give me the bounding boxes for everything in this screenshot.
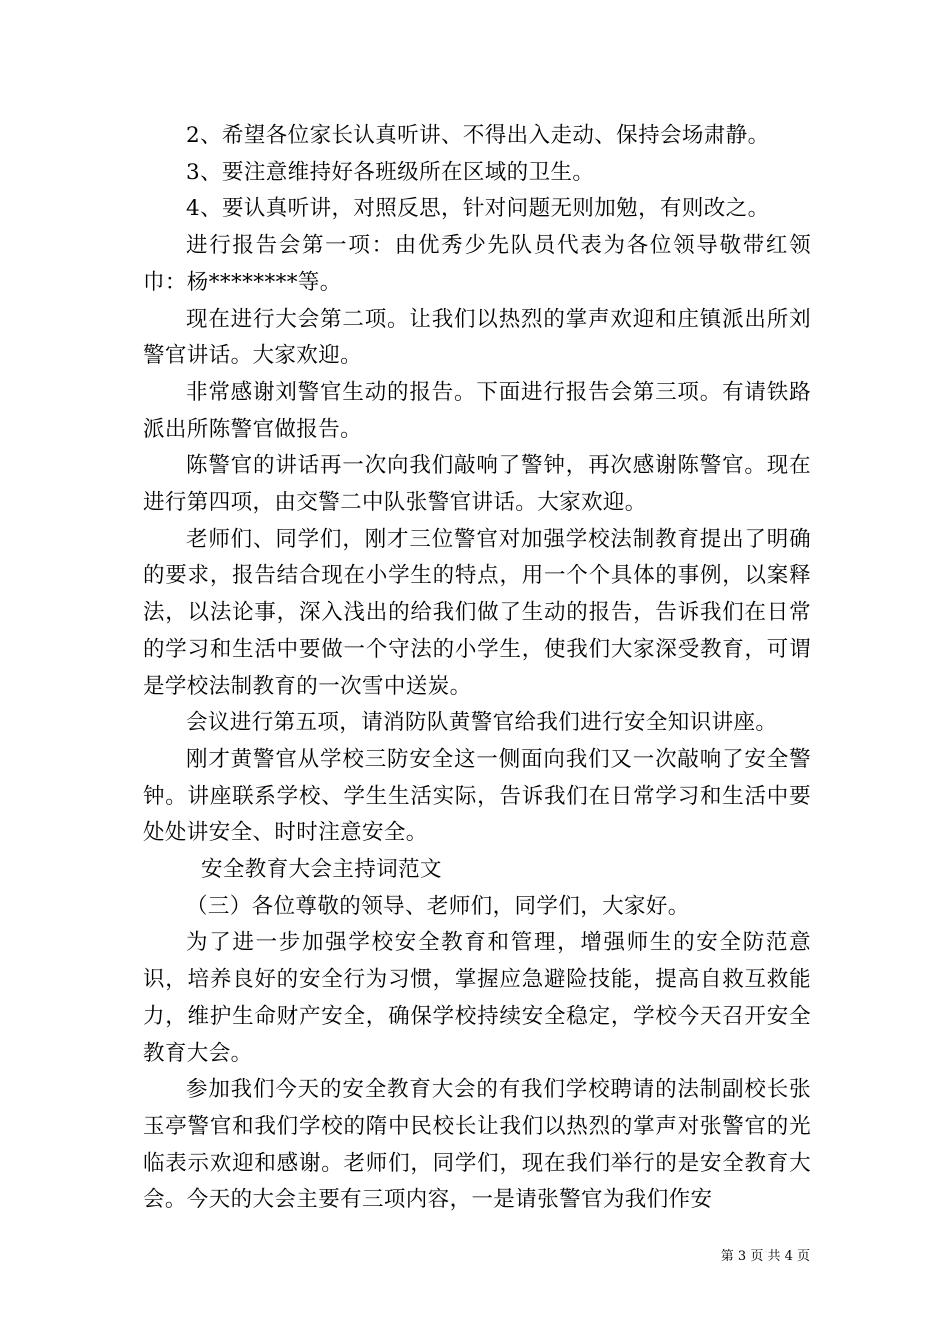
paragraph-second-item: 现在进行大会第二项。让我们以热烈的掌声欢迎和庄镇派出所刘警官讲话。大家欢迎。	[143, 306, 811, 369]
paragraph-item-4: 4、要认真听讲，对照反思，针对问题无则加勉，有则改之。	[186, 196, 770, 222]
paragraph-attendees: 参加我们今天的安全教育大会的有我们学校聘请的法制副校长张玉亭警官和我们学校的隋中民校长让我们以热烈的掌声对张警官的光临表示欢迎和感谢。老师们，同学们，现在我们举行的是安全教育大会。今天的大会主要有三项内容，一是请张警官为我们作安	[143, 1077, 811, 1213]
paragraph-third-item: 非常感谢刘警官生动的报告。下面进行报告会第三项。有请铁路派出所陈警官做报告。	[143, 379, 811, 442]
paragraph-purpose: 为了进一步加强学校安全教育和管理，增强师生的安全防范意识，培养良好的安全行为习惯，掌握应急避险技能，提高自救互救能力，维护生命财产安全，确保学校持续安全稳定，学校今天召开安全教育大会。	[143, 930, 811, 1066]
paragraph-item-3: 3、要注意维持好各班级所在区域的卫生。	[186, 159, 595, 185]
paragraph-fire-safety: 刚才黄警官从学校三防安全这一侧面向我们又一次敲响了安全警钟。讲座联系学校、学生生活实际，告诉我们在日常学习和生活中要处处讲安全、时时注意安全。	[143, 746, 811, 846]
page-number-footer: 第 3 页 共 4 页	[720, 1249, 810, 1264]
paragraph-fifth-item: 会议进行第五项，请消防队黄警官给我们进行安全知识讲座。	[186, 710, 778, 736]
document-body	[143, 118, 811, 1219]
section-heading: 安全教育大会主持词范文	[201, 857, 442, 883]
paragraph-first-item: 进行报告会第一项：由优秀少先队员代表为各位领导敬带红领巾：杨********等。	[143, 233, 811, 295]
paragraph-summary: 老师们、同学们，刚才三位警官对加强学校法制教育提出了明确的要求，报告结合现在小学生的特点，用一个个具体的事例，以案释法，以法论事，深入浅出的给我们做了生动的报告，告诉我们在日常的学习和生活中要做一个守法的小学生，使我们大家深受教育，可谓是学校法制教育的一次雪中送炭。	[143, 526, 811, 699]
section-sub-heading: （三）各位尊敬的领导、老师们，同学们，大家好。	[186, 893, 690, 919]
paragraph-fourth-item: 陈警官的讲话再一次向我们敲响了警钟，再次感谢陈警官。现在进行第四项，由交警二中队张警官讲话。大家欢迎。	[143, 453, 811, 516]
paragraph-item-2: 2、希望各位家长认真听讲、不得出入走动、保持会场肃静。	[186, 123, 770, 148]
